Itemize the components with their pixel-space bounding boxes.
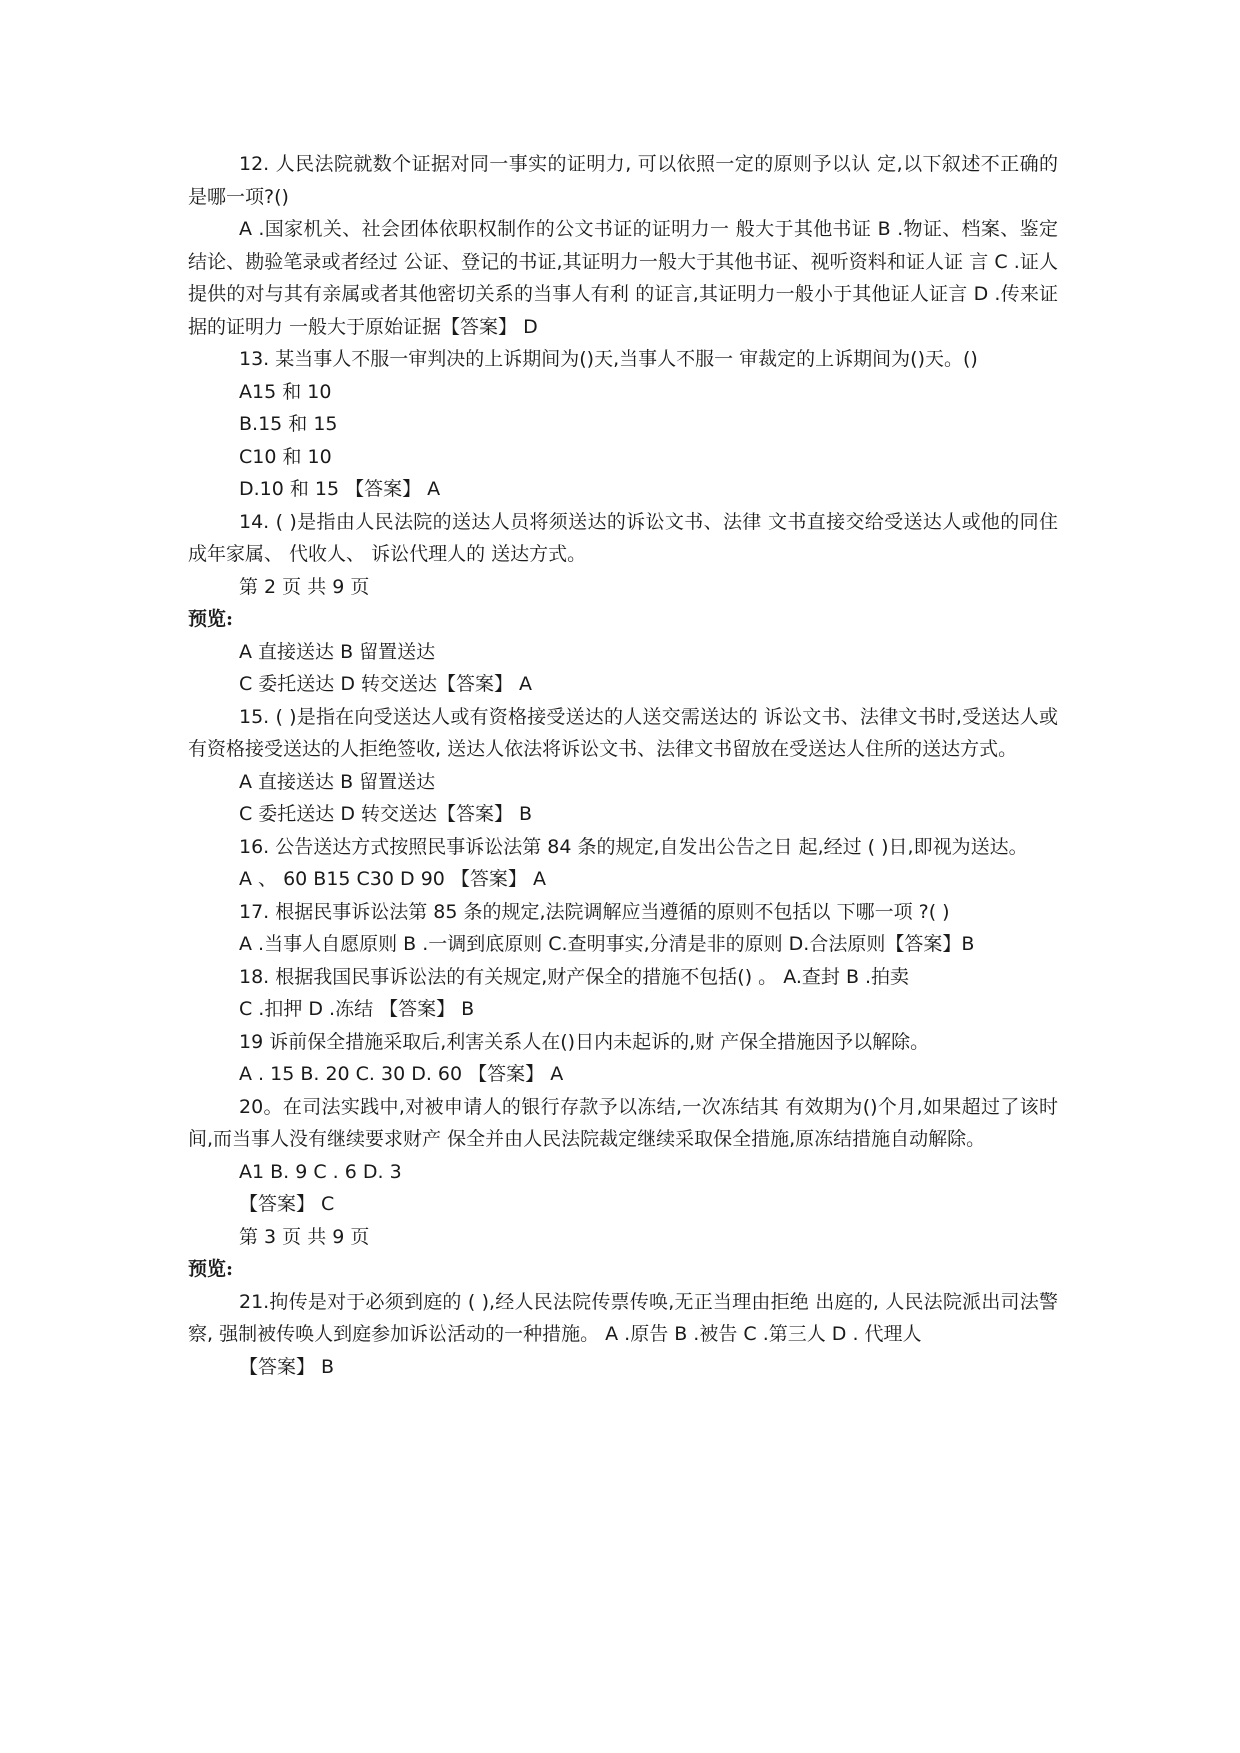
question-12: 12. 人民法院就数个证据对同一事实的证明力, 可以依照一定的原则予以认 定,以下叙述不正确的是哪一项?() bbox=[188, 153, 1058, 208]
question-20-options: A1 B. 9 C . 6 D. 3 bbox=[239, 1160, 402, 1183]
question-15-options-cd: C 委托送达 D 转交送达【答案】 B bbox=[239, 803, 533, 825]
question-20-answer: 【答案】 C bbox=[239, 1193, 335, 1215]
question-16-options: A 、 60 B15 C30 D 90 【答案】 A bbox=[239, 868, 546, 890]
document-body bbox=[188, 148, 1058, 1383]
question-15: 15. ( )是指在向受送达人或有资格接受送达的人送交需送达的 诉讼文书、法律文书时,受送达人或有资格接受送达的人拒绝签收, 送达人依法将诉讼文书、法律文书留放在受送达人住所的送达方式。 bbox=[188, 705, 1058, 760]
question-13-option-d: D.10 和 15 【答案】 A bbox=[239, 478, 441, 500]
question-20: 20。在司法实践中,对被申请人的银行存款予以冻结,一次冻结其 有效期为()个月,如果超过了该时间,而当事人没有继续要求财产 保全并由人民法院裁定继续采取保全措施,原冻结措施自动解除。 bbox=[188, 1095, 1058, 1150]
question-16: 16. 公告送达方式按照民事诉讼法第 84 条的规定,自发出公告之日 起,经过 ( )日,即视为送达。 bbox=[239, 835, 1028, 858]
question-13: 13. 某当事人不服一审判决的上诉期间为()天,当事人不服一 审裁定的上诉期间为()天。() bbox=[239, 348, 978, 370]
question-13-option-a: A15 和 10 bbox=[239, 380, 332, 403]
page-number: 第 3 页 共 9 页 bbox=[239, 1225, 370, 1248]
question-17-options: A .当事人自愿原则 B .一调到底原则 C.查明事实,分清是非的原则 D.合法原则【答案】B bbox=[239, 933, 975, 955]
question-18: 18. 根据我国民事诉讼法的有关规定,财产保全的措施不包括() 。 A.查封 B .拍卖 bbox=[239, 965, 910, 988]
question-12-options: A .国家机关、社会团体依职权制作的公文书证的证明力一 般大于其他书证 B .物证、档案、鉴定结论、勘验笔录或者经过 公证、登记的书证,其证明力一般大于其他书证、视听资料和证人证 言 C .证人提供的对与其有亲属或者其他密切关系的当事人有利 的证言,其证明力一般小于其他证人证言 D .传来证据的证明力 一般大于原始证据【答案】 D bbox=[188, 218, 1058, 338]
question-14-options-ab: A 直接送达 B 留置送达 bbox=[239, 640, 436, 663]
question-19: 19 诉前保全措施采取后,利害关系人在()日内未起诉的,财 产保全措施因予以解除。 bbox=[239, 1030, 930, 1053]
question-14-options-cd: C 委托送达 D 转交送达【答案】 A bbox=[239, 673, 533, 695]
question-13-option-c: C10 和 10 bbox=[239, 445, 332, 468]
question-21: 21.拘传是对于必须到庭的 ( ),经人民法院传票传唤,无正当理由拒绝 出庭的, 人民法院派出司法警察, 强制被传唤人到庭参加诉讼活动的一种措施。 A .原告 B .被告 C .第三人 D . 代理人 bbox=[188, 1290, 1058, 1345]
page-number: 第 2 页 共 9 页 bbox=[239, 575, 370, 598]
question-15-options-ab: A 直接送达 B 留置送达 bbox=[239, 770, 436, 793]
question-21-answer: 【答案】 B bbox=[239, 1355, 335, 1378]
question-17: 17. 根据民事诉讼法第 85 条的规定,法院调解应当遵循的原则不包括以 下哪一项 ?( ) bbox=[239, 900, 950, 923]
question-14: 14. ( )是指由人民法院的送达人员将须送达的诉讼文书、法律 文书直接交给受送达人或他的同住成年家属、 代收人、 诉讼代理人的 送达方式。 bbox=[188, 510, 1058, 565]
question-13-option-b: B.15 和 15 bbox=[239, 413, 338, 435]
question-18-options: C .扣押 D .冻结 【答案】 B bbox=[239, 998, 475, 1020]
preview-label: 预览: bbox=[188, 608, 234, 630]
preview-label: 预览: bbox=[188, 1258, 234, 1280]
question-19-options: A . 15 B. 20 C. 30 D. 60 【答案】 A bbox=[239, 1063, 564, 1085]
